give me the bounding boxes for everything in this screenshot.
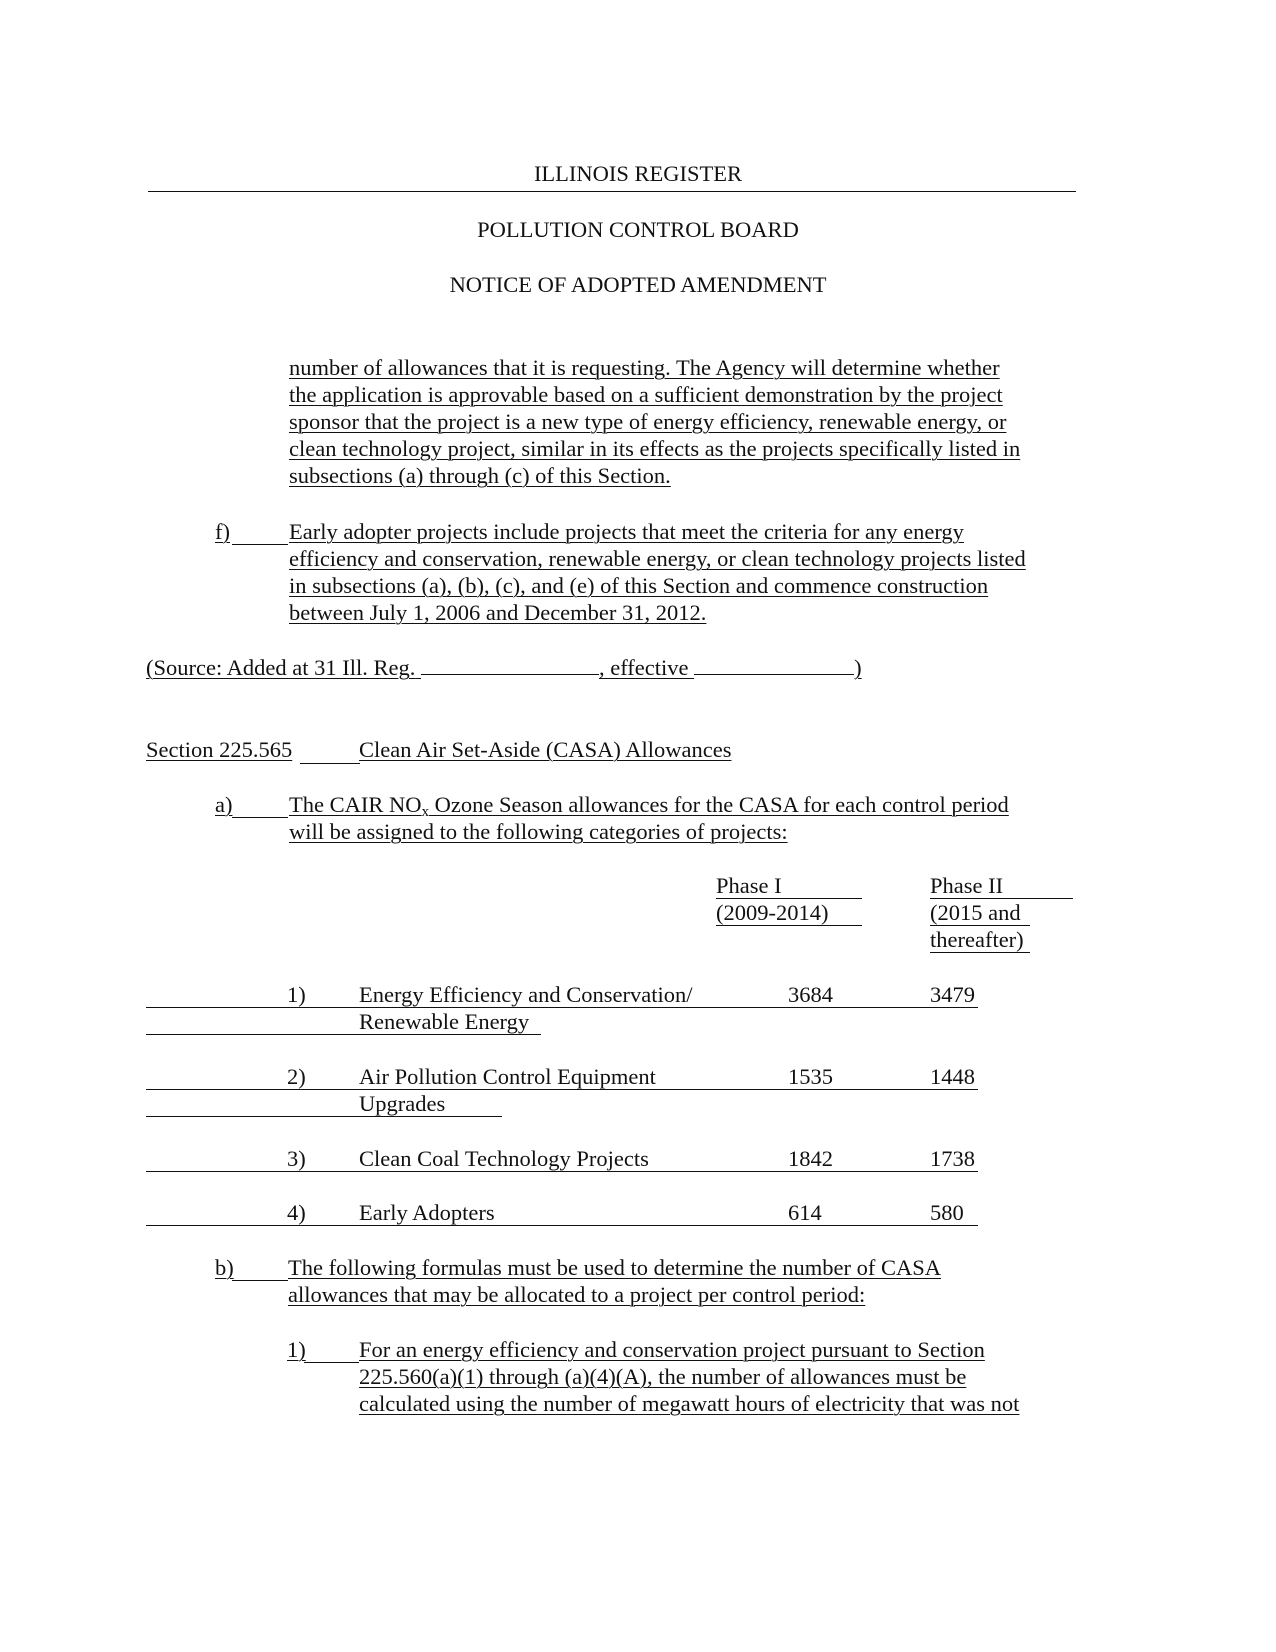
source-suffix: ): [854, 655, 862, 680]
header-underline: [930, 898, 1073, 899]
paragraph-line: will be assigned to the following categories of projects:: [289, 819, 788, 844]
row-number: 3): [287, 1146, 306, 1171]
header-underline: [930, 952, 1030, 953]
tab-underline: [300, 763, 360, 764]
paragraph-line: calculated using the number of megawatt hours of electricity that was not: [359, 1391, 1020, 1416]
paragraph-line: between July 1, 2006 and December 31, 2012.: [289, 600, 707, 625]
row-underline: [146, 1225, 978, 1226]
phase1-years: (2009-2014): [716, 900, 829, 925]
register-title: ILLINOIS REGISTER: [533, 161, 743, 186]
notice-title: NOTICE OF ADOPTED AMENDMENT: [449, 272, 827, 297]
paragraph-label: a): [215, 792, 233, 817]
paragraph-line: efficiency and conservation, renewable energy, or clean technology projects listed: [289, 546, 1026, 571]
tab-underline: [304, 1362, 359, 1363]
row-label: Clean Coal Technology Projects: [359, 1146, 649, 1171]
phase1-header: Phase I: [716, 873, 782, 898]
row-label-cont: Upgrades: [359, 1091, 446, 1116]
continuation-line: subsections (a) through (c) of this Section.: [289, 463, 671, 488]
row-label: Energy Efficiency and Conservation/: [359, 982, 693, 1007]
subscript-x: x: [421, 804, 429, 820]
source-prefix: (Source: Added at 31 Ill. Reg.: [146, 655, 416, 680]
header-rule: [148, 191, 1076, 192]
section-title: Clean Air Set-Aside (CASA) Allowances: [359, 737, 732, 762]
phase2-value: 3479: [930, 982, 975, 1007]
continuation-line: sponsor that the project is a new type of energy efficiency, renewable energy, or: [289, 409, 1007, 434]
phase1-value: 614: [788, 1200, 822, 1225]
phase1-value: 3684: [788, 982, 833, 1007]
continuation-line: number of allowances that it is requesting. The Agency will determine whether: [289, 355, 1000, 380]
phase2-header: Phase II: [930, 873, 1004, 898]
source-line: [146, 654, 862, 682]
header-underline: [716, 925, 862, 926]
continuation-line: clean technology project, similar in its effects as the projects specifically listed in: [289, 436, 1021, 461]
tab-underline: [232, 1280, 288, 1281]
paragraph-line: The following formulas must be used to determine the number of CASA: [288, 1255, 942, 1280]
paragraph-line: 225.560(a)(1) through (a)(4)(A), the number of allowances must be: [359, 1364, 967, 1389]
paragraph-line: allowances that may be allocated to a project per control period:: [288, 1282, 866, 1307]
paragraph-line: Early adopter projects include projects that meet the criteria for any energy: [289, 519, 964, 544]
tab-underline: [232, 544, 288, 545]
line-text: The CAIR NO: [289, 792, 422, 817]
phase2-years: (2015 and: [930, 900, 1021, 925]
paragraph-label: b): [215, 1255, 234, 1280]
phase2-value: 580: [930, 1200, 964, 1225]
paragraph-label: 1): [287, 1337, 306, 1362]
agency-title: POLLUTION CONTROL BOARD: [477, 217, 799, 242]
row-number: 2): [287, 1064, 306, 1089]
blank-register-page: [421, 656, 599, 675]
line-text: Ozone Season allowances for the CASA for each control period: [428, 792, 1009, 817]
paragraph-line: For an energy efficiency and conservation project pursuant to Section: [359, 1337, 985, 1362]
phase1-value: 1535: [788, 1064, 833, 1089]
blank-effective-date: [694, 656, 854, 675]
tab-underline: [232, 817, 288, 818]
source-effective: , effective: [598, 655, 689, 680]
phase2-years-cont: thereafter): [930, 927, 1024, 952]
paragraph-line: in subsections (a), (b), (c), and (e) of this Section and commence construction: [289, 573, 989, 598]
continuation-line: the application is approvable based on a sufficient demonstration by the project: [289, 382, 1003, 407]
row-number: 4): [287, 1200, 306, 1225]
header-underline: [930, 925, 1030, 926]
phase1-value: 1842: [788, 1146, 833, 1171]
section-number: Section 225.565: [146, 737, 293, 762]
paragraph-label: f): [215, 519, 230, 544]
row-label: Early Adopters: [359, 1200, 495, 1225]
row-label-cont: Renewable Energy: [359, 1009, 530, 1034]
header-underline: [716, 898, 862, 899]
row-underline: [146, 1116, 502, 1117]
row-label: Air Pollution Control Equipment: [359, 1064, 656, 1089]
row-number: 1): [287, 982, 306, 1007]
phase2-value: 1448: [930, 1064, 975, 1089]
phase2-value: 1738: [930, 1146, 975, 1171]
